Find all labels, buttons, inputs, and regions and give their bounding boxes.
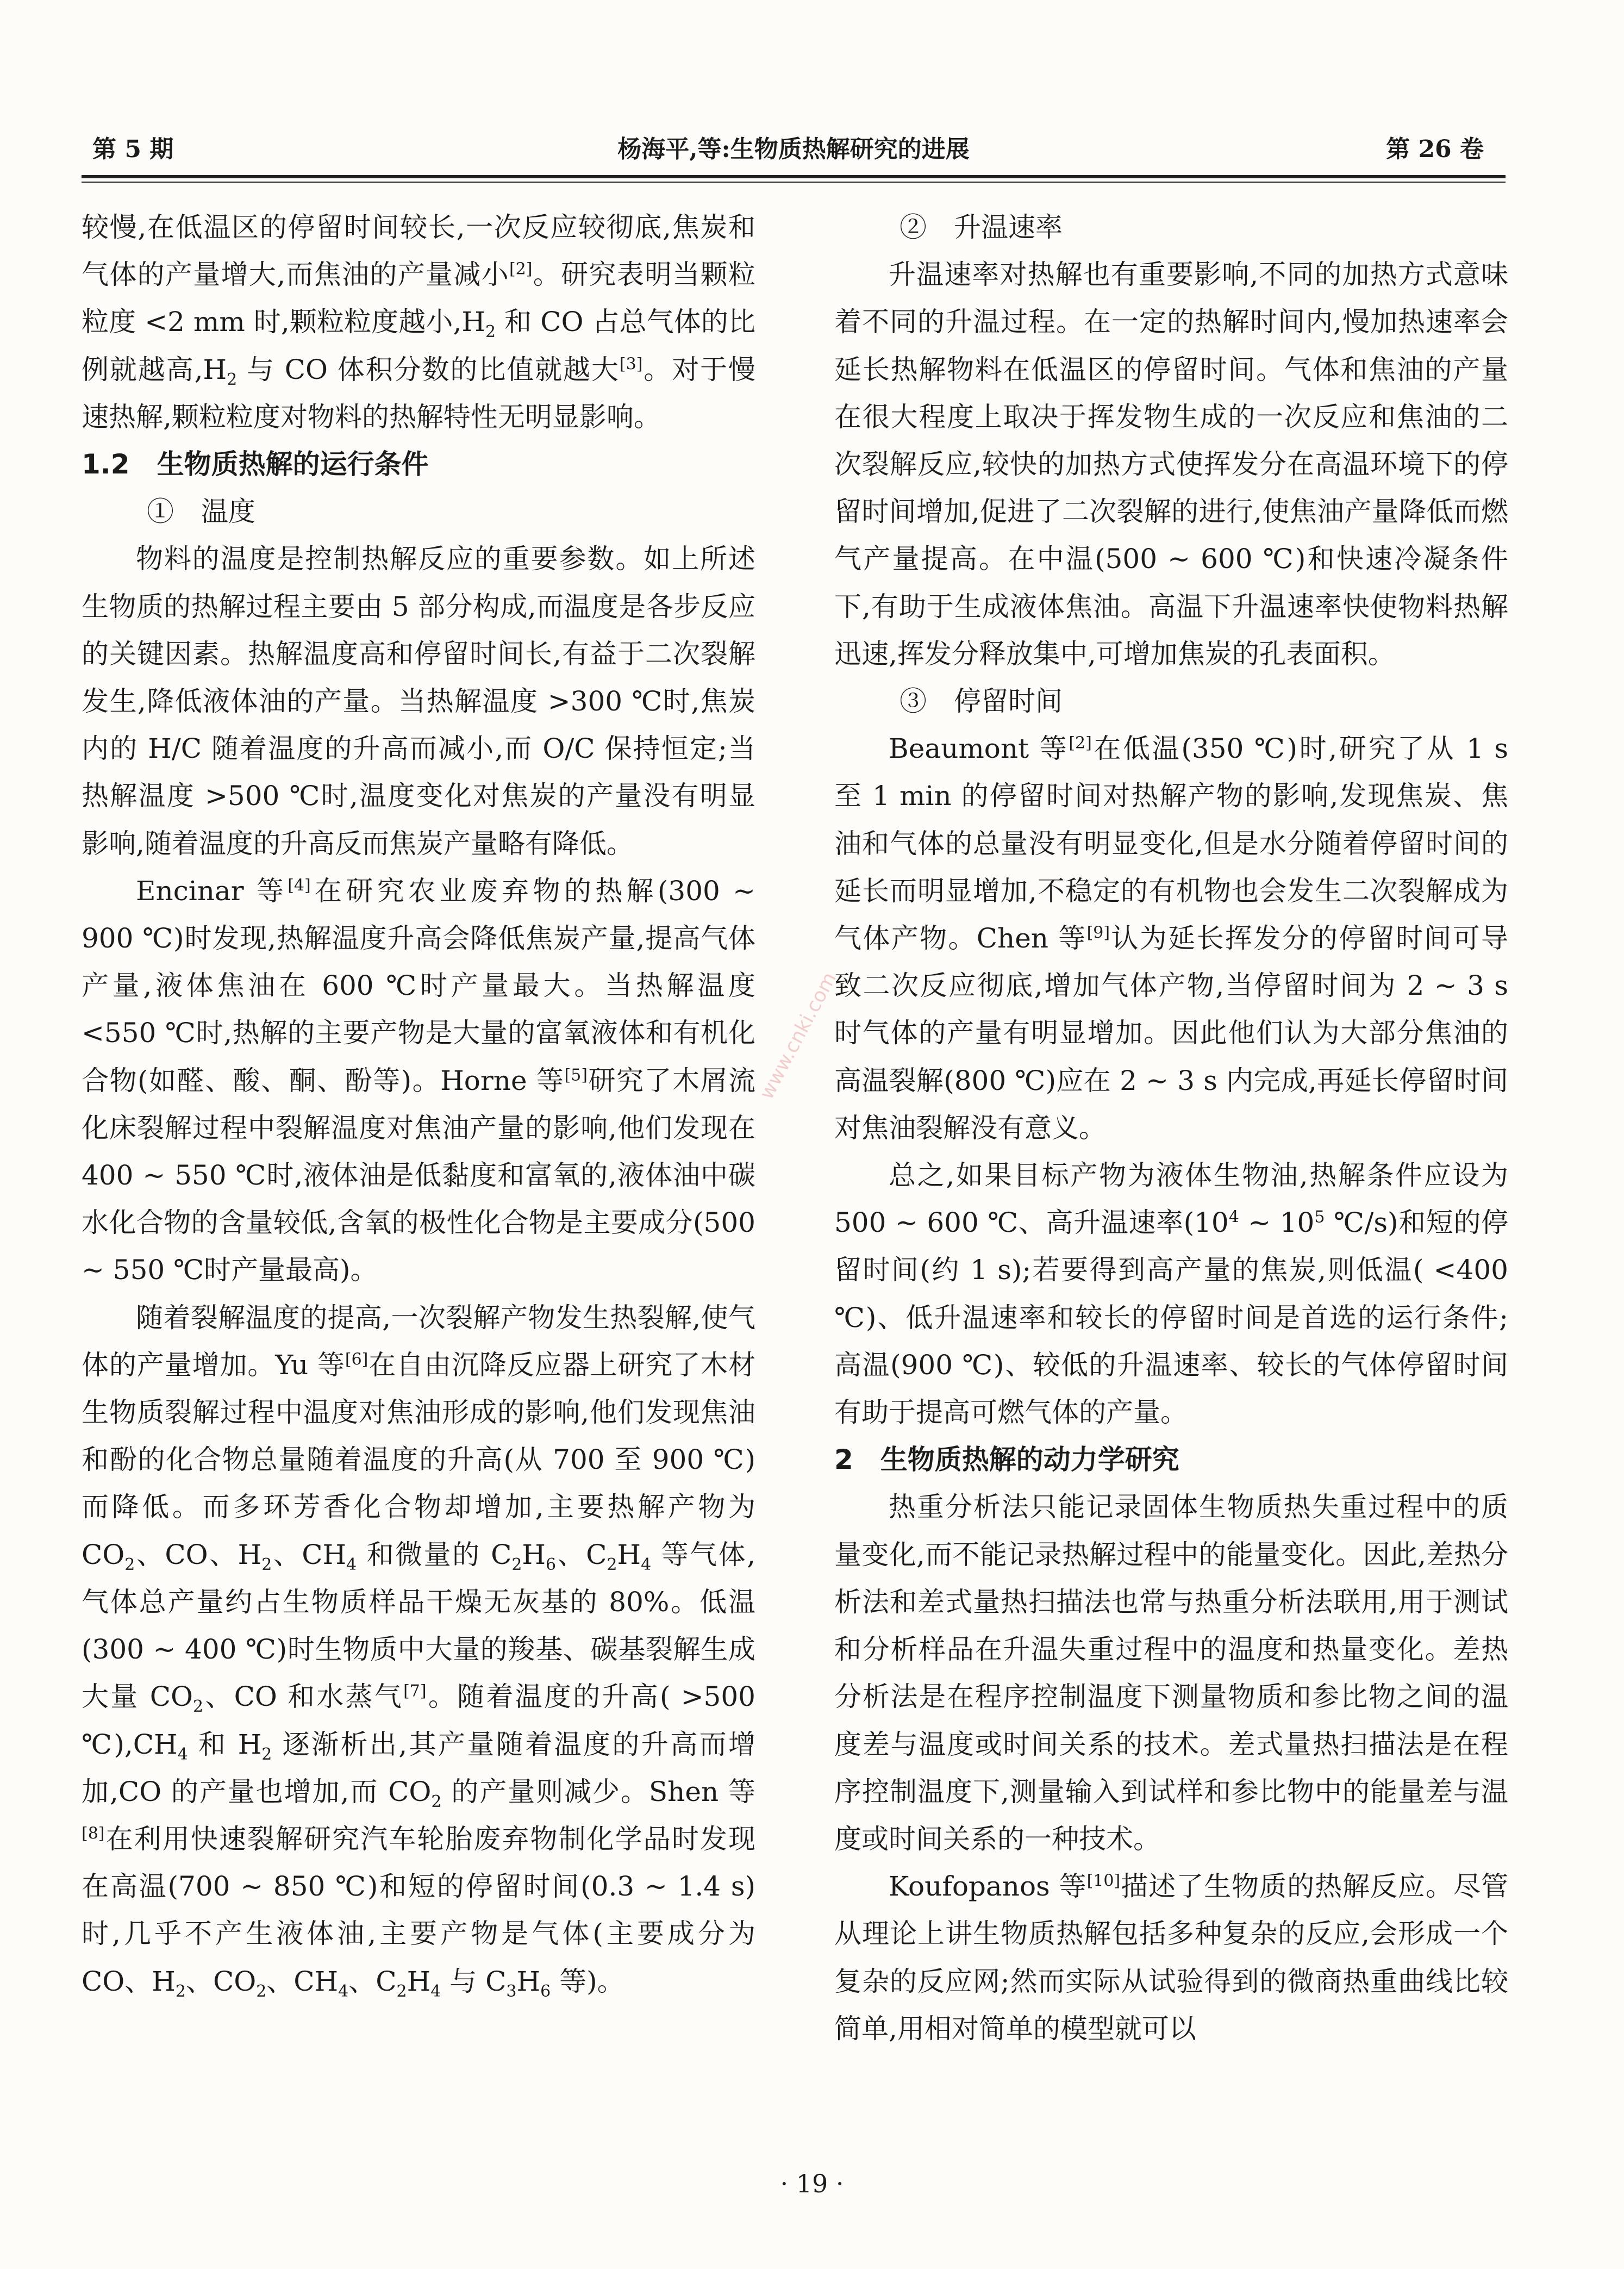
volume-label: 第 26 卷 xyxy=(1386,135,1484,163)
paragraph-cracking-temperature: 随着裂解温度的提高,一次裂解产物发生热裂解,使气体的产量增加。Yu 等[6]在自由沉降反应器上研究了木材生物质裂解过程中温度对焦油形成的影响,他们发现焦油和酚的化合物总量随着温度的升高(从 700 至 900 ℃)而降低。而多环芳香化合物却增加,主要热解产物为 $CO_2$、CO、$H_2$、$CH_4$ 和微量的 $C_2H_6$、$C_2H_4$ 等气体,气体总产量约占生物质样品干燥无灰基的 80%。低温(300 ~ 400 ℃)时生物质中大量的羧基、碳基裂解生成大量 $CO_2$、CO 和水蒸气[7]。随着温度的升高( >500 $℃),CH_4$ 和 $H_2$ 逐渐析出,其产量随着温度的升高而增加,CO 的产量也增加,而 $CO_2$ 的产量则减少。Shen 等[8]在利用快速裂解研究汽车轮胎废弃物制化学品时发现在高温(700 ~ 850 ℃)和短的停留时间(0.3 ~ 1.4 s)时,几乎不产生液体油,主要产物是气体(主要成分为 CO、$H_2$、$CO_2$、$CH_4$、$C_2H_4$ 与 $C_3H_6$ 等)。 xyxy=(82,1301,755,2001)
header-rule-thin xyxy=(82,182,1506,183)
paragraph-beaumont: Beaumont 等[2]在低温(350 ℃)时,研究了从 1 s 至 1 min 的停留时间对热解产物的影响,发现焦炭、焦油和气体的总量没有明显变化,但是水分随着停留时间的延长而明显增加,不稳定的有机物也会发生二次裂解成为气体产物。Chen 等[9]认为延长挥发分的停留时间可导致二次反应彻底,增加气体产物,当停留时间为 2 ~ 3 s 时气体的产量有明显增加。因此他们认为大部分焦油的高温裂解(800 ℃)应在 2 ~ 3 s 内完成,再延长停留时间对焦油裂解没有意义。 xyxy=(834,733,1508,1144)
left-column xyxy=(82,204,755,2005)
subsection-heating-rate: ② 升温速率 xyxy=(900,211,1063,243)
right-column xyxy=(834,204,1508,2053)
running-title: 杨海平,等:生物质热解研究的进展 xyxy=(617,135,970,163)
running-header xyxy=(82,130,1506,174)
paragraph-encinar: Encinar 等[4]在研究农业废弃物的热解(300 ~ 900 ℃)时发现,热解温度升高会降低焦炭产量,提高气体产量,液体焦油在 600 ℃时产量最大。当热解温度 <550 ℃时,热解的主要产物是大量的富氧液体和有机化合物(如醛、酸、酮、酚等)。Horne 等[5]研究了木屑流化床裂解过程中裂解温度对焦油产量的影响,他们发现在 400 ~ 550 ℃时,液体油是低黏度和富氧的,液体油中碳水化合物的含量较低,含氧的极性化合物是主要成分(500 ~ 550 ℃时产量最高)。 xyxy=(82,875,756,1286)
paragraph-summary: 总之,如果目标产物为液体生物油,热解条件应设为 500 ~ 600 ℃、高升温速率($10^4$ ~ $10^5$ ℃/s)和短的停留时间(约 1 s);若要得到高产量的焦炭,则低温( <400 ℃)、低升温速率和较长的停留时间是首选的运行条件;高温(900 ℃)、较低的升温速率、较长的气体停留时间有助于提高可燃气体的产量。 xyxy=(834,1160,1508,1429)
subsection-residence-time: ③ 停留时间 xyxy=(900,685,1063,718)
page-number: · 19 · xyxy=(780,2169,844,2198)
issue-label: 第 5 期 xyxy=(92,135,174,163)
paragraph-thermogravimetry: 热重分析法只能记录固体生物质热失重过程中的质量变化,而不能记录热解过程中的能量变化。因此,差热分析法和差式量热扫描法也常与热重分析法联用,用于测试和分析样品在升温失重过程中的温度和热量变化。差热分析法是在程序控制温度下测量物质和参比物之间的温度差与温度或时间关系的技术。差式量热扫描法是在程序控制温度下,测量输入到试样和参比物中的能量差与温度或时间关系的一种技术。 xyxy=(834,1491,1508,1855)
paragraph-particle-size: 较慢,在低温区的停留时间较长,一次反应较彻底,焦炭和气体的产量增大,而焦油的产量减小[2]。研究表明当颗粒粒度 <2 mm 时,颗粒粒度越小$,H_2$ 和 CO 占总气体的比例就越高$,H_2$ 与 CO 体积分数的比值就越大[3]。对于慢速热解,颗粒粒度对物料的热解特性无明显影响。 xyxy=(82,211,756,433)
subsection-temperature: ① 温度 xyxy=(147,496,255,528)
watermark: www.cnki.com xyxy=(755,968,841,1104)
paragraph-heating-rate: 升温速率对热解也有重要影响,不同的加热方式意味着不同的升温过程。在一定的热解时间内,慢加热速率会延长热解物料在低温区的停留时间。气体和焦油的产量在很大程度上取决于挥发物生成的一次反应和焦油的二次裂解反应,较快的加热方式使挥发分在高温环境下的停留时间增加,促进了二次裂解的进行,使焦油产量降低而燃气产量提高。在中温(500 ~ 600 ℃)和快速冷凝条件下,有助于生成液体焦油。高温下升温速率快使物料热解迅速,挥发分释放集中,可增加焦炭的孔表面积。 xyxy=(834,259,1508,670)
section-heading-2: 2 生物质热解的动力学研究 xyxy=(834,1444,1179,1476)
paragraph-temperature: 物料的温度是控制热解反应的重要参数。如上所述生物质的热解过程主要由 5 部分构成,而温度是各步反应的关键因素。热解温度高和停留时间长,有益于二次裂解发生,降低液体油的产量。当热解温度 >300 ℃时,焦炭内的 H/C 随着温度的升高而减小,而 O/C 保持恒定;当热解温度 >500 ℃时,温度变化对焦炭的产量没有明显影响,随着温度的升高反而焦炭产量略有降低。 xyxy=(82,543,755,859)
section-heading-1-2: 1.2 生物质热解的运行条件 xyxy=(82,448,429,481)
header-rule-thick xyxy=(82,175,1506,178)
paragraph-koufopanos: Koufopanos 等[10]描述了生物质的热解反应。尽管从理论上讲生物质热解包括多种复杂的反应,会形成一个复杂的反应网;然而实际从试验得到的微商热重曲线比较简单,用相对简单的模型就可以 xyxy=(834,1871,1508,2044)
